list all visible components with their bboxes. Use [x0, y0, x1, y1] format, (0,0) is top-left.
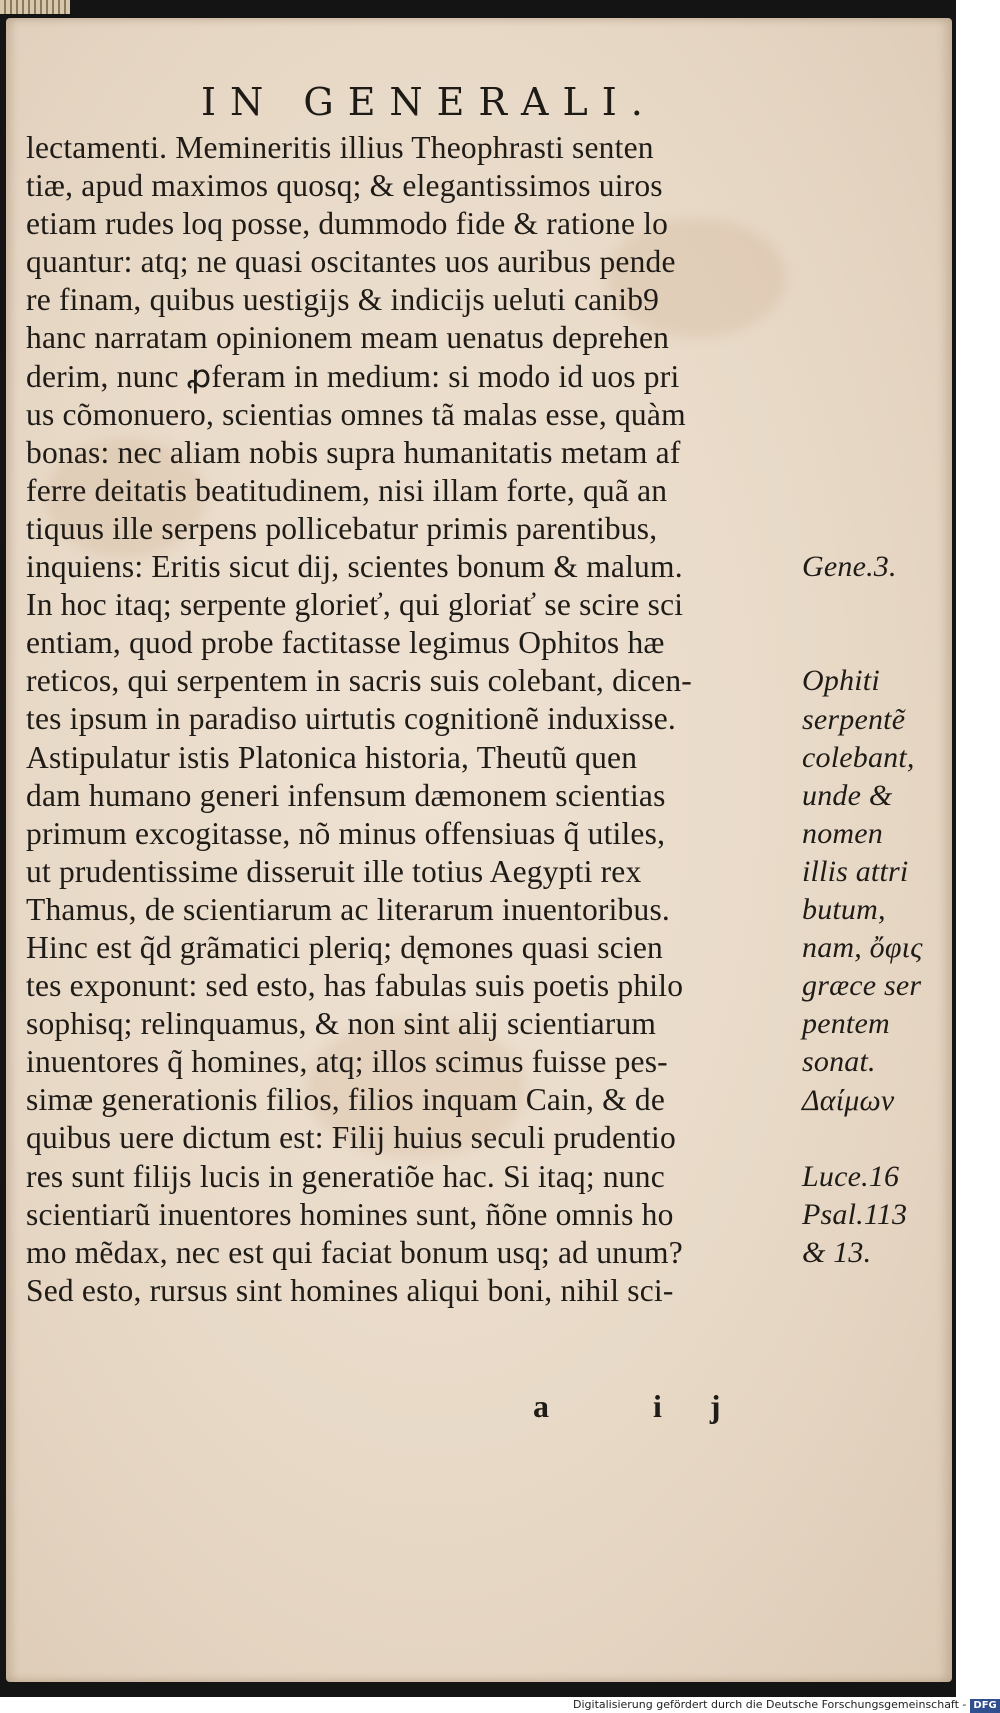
signature-mark: a ij — [533, 1388, 769, 1424]
text-line: simæ generationis filios, filios inquam Cain, & de — [26, 1082, 666, 1118]
color-calibration-strip — [0, 0, 70, 14]
text-line: inuentores q̃ homines, atq; illos scimus fuisse pes- — [26, 1044, 668, 1080]
marginal-note: nam, ὄφις — [802, 931, 923, 965]
running-head: IN GENERALI. — [201, 80, 657, 124]
marginal-note: butum, — [802, 893, 886, 926]
marginal-note: colebant, — [802, 740, 915, 774]
marginal-note: nomen — [802, 816, 883, 850]
text-line: In hoc itaq; serpente glorieť, qui gloriať se scire sci — [26, 587, 684, 623]
text-line: reticos, qui serpentem in sacris suis colebant, dicen- — [26, 663, 692, 699]
marginal-note: & 13. — [802, 1235, 872, 1269]
marginal-note: illis attri — [802, 854, 909, 888]
text-line: tiæ, apud maximos quosq; & elegantissimos uiros — [26, 168, 663, 204]
text-line: etiam rudes loq posse, dummodo fide & ratione lo — [26, 206, 669, 242]
marginal-note: Luce.16 — [802, 1159, 900, 1193]
text-line: us cõmonuero, scientias omnes tã malas esse, quàm — [26, 396, 686, 432]
text-line: quibus uere dictum est: Filij huius seculi prudentio — [26, 1120, 676, 1156]
book-page — [6, 18, 952, 1682]
text-line: Astipulatur istis Platonica historia, Theutũ quen — [26, 739, 638, 775]
marginal-note: Ophiti — [802, 664, 880, 698]
marginal-note: Gene.3. — [802, 550, 897, 584]
text-line: dam humano generi infensum dæmonem scientias — [26, 777, 666, 813]
text-line: entiam, quod probe factitasse legimus Ophitos hæ — [26, 625, 665, 661]
text-line: ut prudentissime disseruit ille totius Aegypti rex — [26, 853, 642, 889]
text-line: Sed esto, rursus sint homines aliqui boni, nihil sci- — [26, 1272, 674, 1308]
credit-text: Digitalisierung gefördert durch die Deutsche Forschungsgemeinschaft - — [573, 1698, 967, 1711]
marginal-note: Psal.113 — [802, 1197, 908, 1231]
body-text-block — [26, 129, 923, 1310]
marginal-note: serpentẽ — [802, 702, 906, 736]
text-line: res sunt filijs lucis in generatiõe hac. Si itaq; nunc — [26, 1158, 665, 1194]
text-line: sophisq; relinquamus, & non sint alij scientiarum — [26, 1006, 657, 1042]
text-line: derim, nunc ꝓferam in medium: si modo id uos pri — [26, 358, 680, 394]
text-line: mo mẽdax, nec est qui faciat bonum usq; ad unum? — [26, 1234, 683, 1270]
text-line: tes ipsum in paradiso uirtutis cognitionẽ induxisse. — [26, 701, 676, 737]
marginal-note: Δαίμων — [802, 1083, 895, 1117]
marginal-note: græce ser — [802, 969, 922, 1003]
text-line: scientiarũ inuentores homines sunt, ñõne omnis ho — [26, 1196, 674, 1232]
text-line: tes exponunt: sed esto, has fabulas suis poetis philo — [26, 968, 684, 1004]
text-line: bonas: nec aliam nobis supra humanitatis metam af — [26, 434, 681, 470]
dfg-logo: DFG — [970, 1699, 999, 1713]
text-line: tiquus ille serpens pollicebatur primis parentibus, — [26, 510, 658, 546]
digitization-credit — [573, 1697, 1000, 1713]
marginal-note: unde & — [802, 778, 893, 812]
text-line: re finam, quibus uestigijs & indicijs ueluti canib9 — [26, 282, 660, 318]
text-line: Hinc est q̃d grãmatici pleriq; dęmones quasi scien — [26, 929, 664, 965]
text-line: Thamus, de scientiarum ac literarum inuentoribus. — [26, 891, 670, 927]
text-line: ferre deitatis beatitudinem, nisi illam forte, quã an — [26, 472, 668, 508]
text-line: quantur: atq; ne quasi oscitantes uos auribus pende — [26, 244, 676, 280]
text-line: lectamenti. Memineritis illius Theophrasti senten — [26, 130, 654, 165]
text-line: primum excogitasse, nõ minus offensiuas q̃ utiles, — [26, 815, 666, 851]
marginal-note: pentem — [802, 1007, 890, 1041]
text-line: hanc narratam opinionem meam uenatus deprehen — [26, 320, 670, 356]
marginal-note: sonat. — [802, 1045, 876, 1079]
text-line: inquiens: Eritis sicut dij, scientes bonum & malum. — [26, 549, 683, 585]
